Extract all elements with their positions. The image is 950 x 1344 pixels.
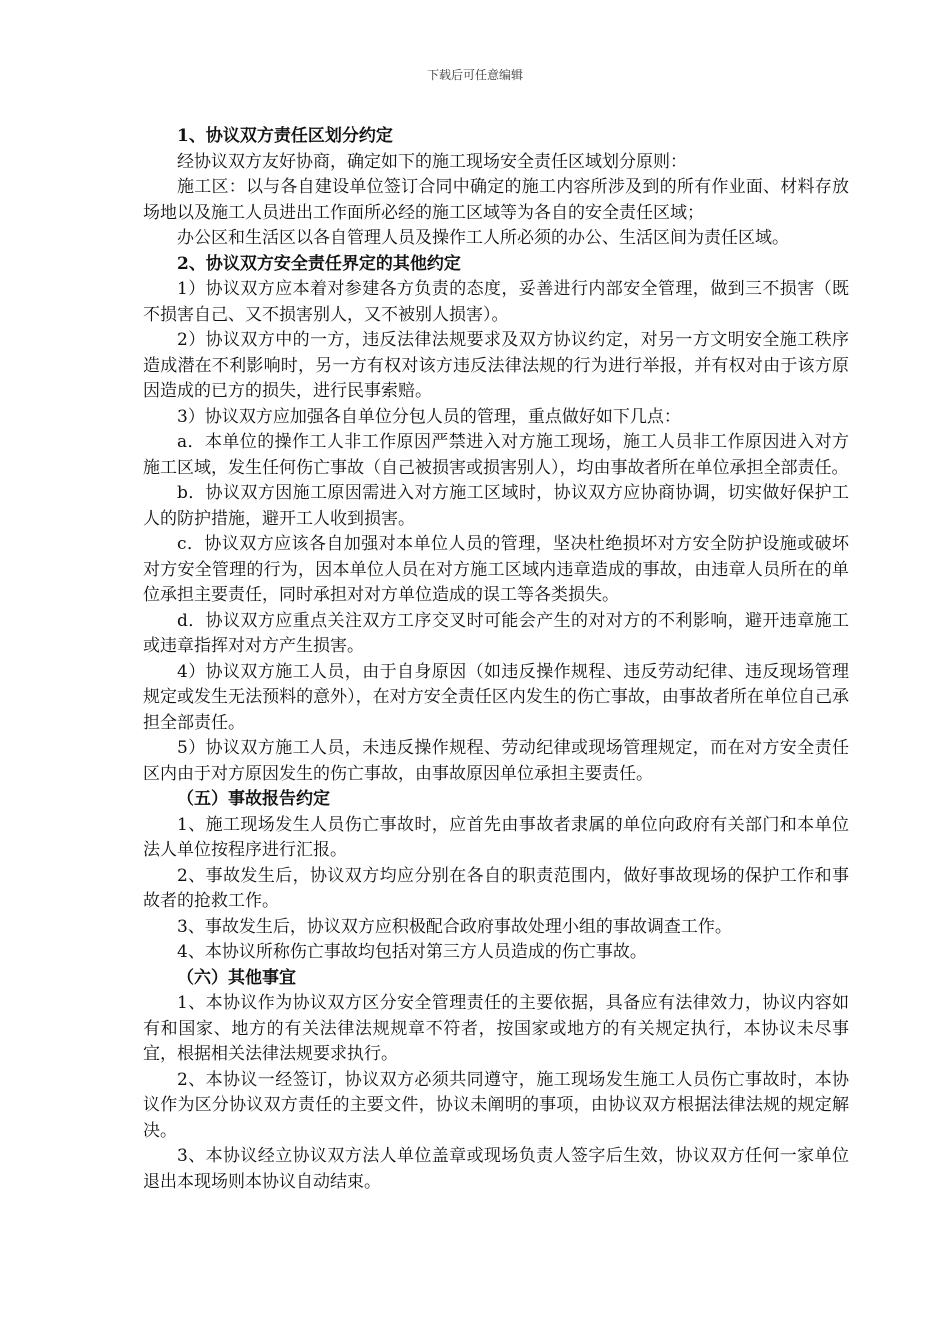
paragraph: b．协议双方因施工原因需进入对方施工区域时，协议双方应协商协调，切实做好保护工人的防护措施，避开工人收到损害。 — [143, 483, 849, 529]
section-heading: （五）事故报告约定 — [177, 789, 330, 809]
paragraph: 2、事故发生后，协议双方均应分别在各自的职责范围内，做好事故现场的保护工作和事故者的抢救工作。 — [143, 865, 849, 911]
section-heading: （六）其他事宜 — [177, 967, 296, 988]
paragraph: 4、本协议所称伤亡事故均包括对第三方人员造成的伤亡事故。 — [177, 942, 647, 962]
paragraph: 1、本协议作为协议双方区分安全管理责任的主要依据，具备应有法律效力，协议内容如有和国家、地方的有关法律法规规章不符者，按国家或地方的有关规定执行，本协议未尽事宜，根据相关法律法规要求执行。 — [143, 993, 849, 1064]
paragraph: 3、事故发生后，协议双方应积极配合政府事故处理小组的事故调查工作。 — [177, 916, 732, 937]
paragraph: 经协议双方友好协商，确定如下的施工现场安全责任区域划分原则： — [177, 151, 687, 172]
paragraph: 2）协议双方中的一方，违反法律法规要求及双方协议约定，对另一方文明安全施工秩序造成潜在不利影响时，另一方有权对该方违反法律法规的行为进行举报，并有权对由于该方原因造成的已方的损失，进行民事索赔。 — [143, 330, 849, 401]
paragraph: 施工区：以与各自建设单位签订合同中确定的施工内容所涉及到的所有作业面、材料存放场地以及施工人员进出工作面所必经的施工区域等为各自的安全责任区域； — [143, 177, 849, 223]
paragraph: 1）协议双方应本着对参建各方负责的态度，妥善进行内部安全管理，做到三不损害（既不损害自己、又不损害别人，又不被别人损害）。 — [143, 279, 849, 325]
paragraph: a．本单位的操作工人非工作原因严禁进入对方施工现场，施工人员非工作原因进入对方施工区域，发生任何伤亡事故（自己被损害或损害别人），均由事故者所在单位承担全部责任。 — [143, 432, 849, 478]
paragraph: d．协议双方应重点关注双方工序交叉时可能会产生的对对方的不利影响，避开违章施工或违章指挥对对方产生损害。 — [143, 610, 849, 656]
paragraph: 办公区和生活区以各自管理人员及操作工人所必须的办公、生活区间为责任区域。 — [177, 228, 789, 248]
paragraph: 1、施工现场发生人员伤亡事故时，应首先由事故者隶属的单位向政府有关部门和本单位法人单位按程序进行汇报。 — [143, 814, 849, 860]
paragraph: 3、本协议经立协议双方法人单位盖章或现场负责人签字后生效，协议双方任何一家单位退出本现场则本协议自动结束。 — [143, 1146, 849, 1192]
paragraph: 3）协议双方应加强各自单位分包人员的管理，重点做好如下几点： — [177, 406, 681, 427]
page-header: 下载后可任意编辑 — [426, 68, 523, 82]
section-heading: 2、协议双方安全责任界定的其他约定 — [177, 253, 461, 274]
section-heading: 1、协议双方责任区划分约定 — [177, 126, 393, 146]
paragraph: c．协议双方应该各自加强对本单位人员的管理，坚决杜绝损坏对方安全防护设施或破坏对方安全管理的行为，因本单位人员在对方施工区域内违章造成的事故，由违章人员所在的单位承担主要责任，同时承担对对方单位造成的误工等各类损失。 — [143, 534, 849, 605]
paragraph: 2、本协议一经签订，协议双方必须共同遵守，施工现场发生施工人员伤亡事故时，本协议作为区分协议双方责任的主要文件，协议未阐明的事项，由协议双方根据法律法规的规定解决。 — [143, 1069, 849, 1141]
paragraph: 5）协议双方施工人员，未违反操作规程、劳动纪律或现场管理规定，而在对方安全责任区内由于对方原因发生的伤亡事故，由事故原因单位承担主要责任。 — [143, 738, 849, 784]
paragraph: 4）协议双方施工人员，由于自身原因（如违反操作规程、违反劳动纪律、违反现场管理规定或发生无法预料的意外），在对方安全责任区内发生的伤亡事故，由事故者所在单位自己承担全部责任。 — [143, 661, 849, 733]
document-body — [143, 124, 849, 1195]
